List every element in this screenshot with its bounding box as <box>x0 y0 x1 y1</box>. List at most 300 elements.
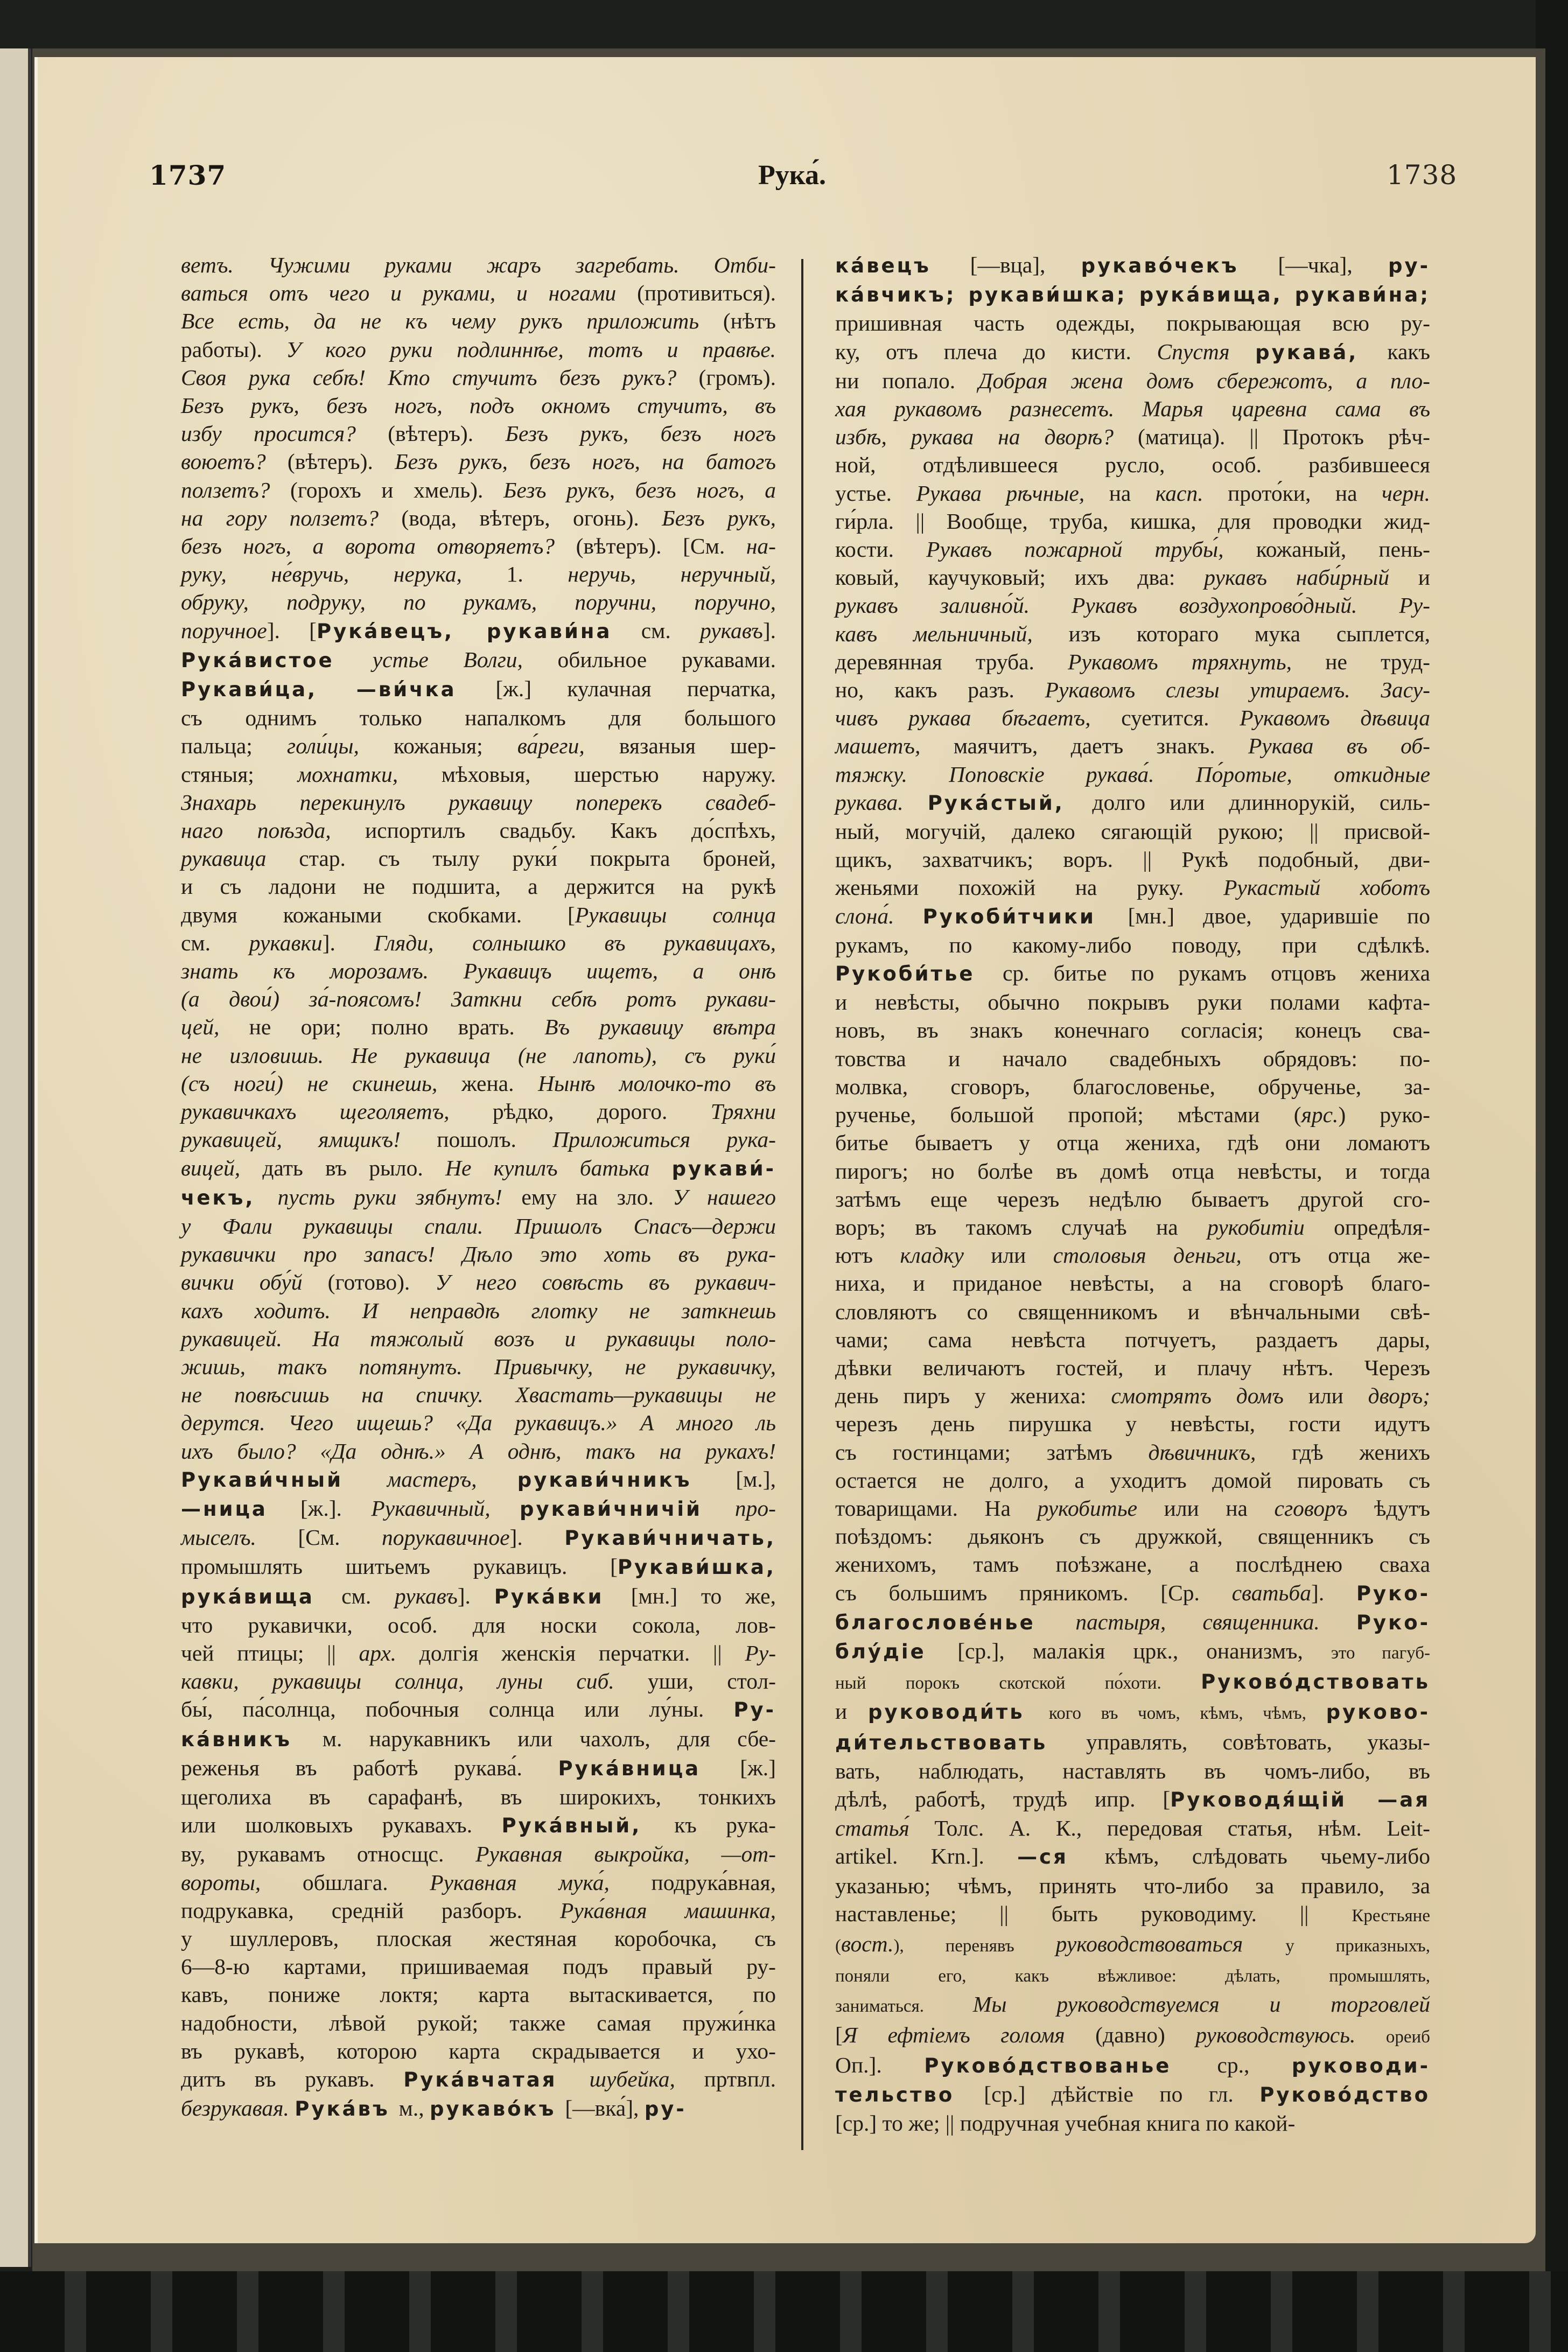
text-line <box>835 1550 1430 1578</box>
text-run: кахъ ходитъ. И неправдѣ глотку не заткнешь <box>181 1298 776 1323</box>
text-line <box>835 1466 1430 1494</box>
left-column <box>181 251 776 2123</box>
text-run: [ж.]. <box>300 1495 372 1521</box>
text-run: ковый, каучуковый; ихъ два: <box>835 565 1205 590</box>
page-header <box>38 159 1536 202</box>
text-run: ихъ было? «Да однѣ.» А однѣ, такъ на рукахъ! <box>181 1438 776 1464</box>
text-run: какъ <box>1387 339 1430 364</box>
headword: ру- <box>1388 254 1430 277</box>
text-run: словляютъ со священникомъ и вѣнчальными свѣ- <box>835 1299 1430 1324</box>
text-run: Рукавомъ тряхнуть, <box>1068 649 1326 674</box>
text-run: рукавичкахъ щеголяетъ, <box>181 1099 493 1124</box>
text-run: рукава. <box>835 789 928 815</box>
text-run: Безъ рукъ, <box>662 505 776 530</box>
text-run: ]. <box>762 618 776 643</box>
headword: Рука́вный, <box>501 1814 675 1838</box>
text-line <box>181 1667 776 1695</box>
text-line <box>181 476 776 504</box>
text-run: [мн.] то же, <box>631 1583 776 1608</box>
text-run: на гору ползетъ? <box>181 505 402 530</box>
text-run: избѣ, рукава на дворѣ? <box>835 424 1138 450</box>
headword: руково- <box>1326 1700 1430 1724</box>
text-run: указанью; чѣмъ, принять что-либо за правило, за <box>835 1873 1430 1898</box>
text-run: рукавицей, ямщикъ! <box>181 1127 437 1152</box>
text-line <box>181 732 776 760</box>
text-line <box>181 704 776 732</box>
text-run: жена. <box>461 1070 538 1096</box>
headword: чекъ, <box>181 1186 278 1209</box>
text-run: рукобитіи <box>1207 1214 1334 1240</box>
headword: ка́вникъ <box>181 1727 323 1751</box>
text-line <box>835 1101 1430 1129</box>
text-run: рукавъ заливно́й. Рукавъ воздухопрово́дный. Ру- <box>835 593 1430 618</box>
text-run: чей птицы; || <box>181 1640 359 1665</box>
text-line <box>181 560 776 588</box>
text-line <box>835 451 1430 479</box>
headword: Рука́вки <box>494 1585 631 1608</box>
text-line <box>181 1754 776 1783</box>
text-run: Рука́вная машинка, <box>560 1898 776 1923</box>
text-run: пирогъ; но болѣе въ домѣ отца невѣсты, и тогда <box>835 1158 1430 1184</box>
text-line <box>181 1494 776 1523</box>
text-run: женихомъ, тамъ поѣзжане, а послѣднею сваха <box>835 1552 1430 1577</box>
headword: Ру- <box>733 1698 776 1722</box>
text-run: руководствоваться <box>1055 1931 1286 1956</box>
text-run: сватьба <box>1231 1580 1311 1605</box>
text-line <box>835 1129 1430 1157</box>
text-run: чами; сама невѣста потчуетъ, раздаетъ дары, <box>835 1327 1430 1352</box>
text-run: ср., <box>1217 2052 1292 2077</box>
headword: Рука́въ <box>295 2097 399 2121</box>
text-run: у приказныхъ, <box>1285 1936 1430 1956</box>
headword: Рукави́ца, —ви́чка <box>181 678 496 702</box>
text-run: съ большимъ пряникомъ. [Ср. <box>835 1580 1232 1605</box>
text-run: день пиръ у жениха: <box>835 1383 1111 1409</box>
text-run: Спустя <box>1157 339 1256 364</box>
text-run: Безъ рукъ, безъ ногъ, подъ окномъ стучитъ, въ <box>181 393 776 418</box>
text-run: обильное рукавами. <box>557 647 776 672</box>
text-run: У нашего <box>673 1184 776 1209</box>
text-line <box>181 1952 776 1980</box>
text-run: затѣмъ еще черезъ недѣлю бываетъ другой сго- <box>835 1186 1430 1212</box>
text-run: Ру- <box>745 1640 776 1665</box>
text-run: шубейка, <box>589 2067 704 2091</box>
text-run: съ однимъ только напалкомъ для большого <box>181 705 776 731</box>
text-run: голи́цы, <box>286 733 394 759</box>
text-line <box>181 1695 776 1724</box>
text-run: безъ ногъ, а ворота отворяетъ? <box>181 534 576 559</box>
text-run: черн. <box>1382 480 1430 506</box>
text-run: ]. <box>322 930 374 955</box>
text-line <box>181 1381 776 1409</box>
text-run: Рукавичный, <box>371 1495 520 1521</box>
text-run: поняли его, какъ вѣжливое: дѣлать, промышлять, <box>835 1966 1430 1986</box>
text-run: прото́ки, на <box>1228 480 1382 506</box>
text-line <box>835 1579 1430 1608</box>
text-run: ветъ. Чужими руками жаръ загребать. Отби- <box>181 253 776 277</box>
text-run: смотрятъ домъ <box>1111 1383 1308 1409</box>
text-run: отъ отца же- <box>1269 1243 1430 1268</box>
headword: рукави́чникъ <box>517 1468 736 1492</box>
text-run: У него совѣсть въ рукавич- <box>435 1270 776 1295</box>
text-line <box>835 1354 1430 1382</box>
text-run: мохнатки, <box>297 761 442 787</box>
text-run: женьями похожій на руку. <box>835 875 1224 900</box>
text-run: не труд- <box>1325 649 1431 674</box>
text-run: управлять, совѣтовать, указы- <box>1086 1729 1430 1754</box>
text-line <box>181 588 776 616</box>
text-run: [См. <box>298 1525 382 1550</box>
text-run: касп. <box>1155 480 1228 506</box>
text-run: дворъ; <box>1368 1383 1430 1409</box>
text-run: (матица). || Протокъ рѣч- <box>1138 424 1430 450</box>
text-line <box>181 872 776 900</box>
text-line <box>181 1437 776 1465</box>
text-line <box>835 1241 1430 1269</box>
text-line <box>835 648 1430 676</box>
text-run: [ср.], малакія црк., онанизмъ, <box>957 1638 1331 1663</box>
text-run: и <box>1418 565 1430 590</box>
text-run: (вода, вѣтеръ, огонь). <box>401 505 662 530</box>
text-run: наставленье; || быть руководиму. || <box>835 1901 1352 1926</box>
text-run: Рукава въ об- <box>1248 733 1430 759</box>
text-line <box>835 817 1430 845</box>
text-run: къ рука- <box>674 1812 776 1838</box>
text-line <box>835 338 1430 367</box>
text-run: щеголиха въ сарафанѣ, въ широкихъ, тонкихъ <box>181 1784 776 1809</box>
text-run: не ори; полно врать. <box>249 1014 545 1040</box>
headword: Рука́стый, <box>927 791 1093 815</box>
text-run: заниматься. <box>835 1997 973 2017</box>
text-run: руку, не́вручь, нерука, <box>181 562 507 587</box>
text-run: опредѣля- <box>1334 1214 1431 1240</box>
text-line <box>835 1073 1430 1101</box>
text-run: пусть руки зябнутъ! <box>277 1184 522 1209</box>
text-run: ср. битье по рукамъ отцовъ жениха <box>1003 961 1430 986</box>
text-line <box>835 1410 1430 1438</box>
text-run: безрукавая. <box>181 2096 295 2121</box>
text-line <box>181 760 776 788</box>
text-run: но, какъ разъ. <box>835 677 1045 703</box>
text-line <box>835 1842 1430 1871</box>
text-line <box>181 419 776 447</box>
text-run: ярс. <box>1301 1102 1339 1128</box>
text-line <box>835 959 1430 988</box>
text-run: черезъ день пирушка у невѣсты, гости идутъ <box>835 1411 1430 1437</box>
headword: Рукоби́тье <box>835 962 1003 986</box>
text-line <box>181 1240 776 1268</box>
text-line <box>835 1667 1430 1697</box>
text-run: не изловишь. Не рукавица (не лапоть), съ руки́ <box>181 1042 776 1068</box>
text-run: бы́, па́солнца, побочныя солнца или лу́ны. <box>181 1697 734 1722</box>
headword: Руко- <box>1356 1611 1430 1634</box>
text-line <box>181 1582 776 1611</box>
text-run: (вѣтеръ). <box>388 421 506 446</box>
text-run: ѣдутъ <box>1374 1495 1430 1521</box>
text-run: ку, отъ плеча до кисти. <box>835 339 1157 364</box>
text-run: рукавица <box>181 846 299 871</box>
text-line <box>835 1785 1430 1814</box>
text-run: [ж.] кулачная перчатка, <box>495 676 776 702</box>
text-line <box>181 929 776 957</box>
text-run: устье. <box>835 480 916 506</box>
text-line <box>181 1896 776 1924</box>
text-line <box>835 1757 1430 1785</box>
text-line <box>181 2009 776 2037</box>
text-line <box>835 2080 1430 2109</box>
text-line <box>835 2051 1430 2080</box>
headword: тельство <box>835 2083 984 2106</box>
text-run: Приложиться рука- <box>552 1127 776 1152</box>
text-line <box>835 2021 1430 2051</box>
text-line <box>181 447 776 475</box>
headword: Рука́вистое <box>181 648 373 672</box>
text-line <box>835 1608 1430 1637</box>
text-line <box>835 676 1430 704</box>
text-line <box>181 675 776 704</box>
text-line <box>835 1960 1430 1990</box>
headword: рукава́, <box>1255 340 1388 364</box>
text-line <box>181 1868 776 1896</box>
text-run: дѣвки величаютъ гостей, и плачу нѣтъ. Черезъ <box>835 1355 1430 1380</box>
text-run: [ж.] <box>740 1755 776 1780</box>
text-run: ]. <box>1311 1580 1356 1605</box>
previous-page-edge <box>0 48 31 2267</box>
text-line <box>181 1924 776 1952</box>
text-run: Рукава рѣчные, <box>916 480 1109 506</box>
text-run: пртвпл. <box>704 2067 776 2091</box>
text-line <box>835 367 1430 395</box>
text-run: мѣховыя, шерстью наружу. <box>441 761 776 787</box>
text-line <box>181 1840 776 1868</box>
text-run: Безъ рукъ, безъ ногъ, а <box>503 477 776 502</box>
text-run: кожаный, пень- <box>1256 537 1430 562</box>
text-run: или <box>1308 1383 1368 1409</box>
text-run: [ <box>835 2022 843 2047</box>
text-line <box>181 844 776 872</box>
text-run: и съ ладони не подшита, а держится на рукѣ <box>181 874 776 899</box>
text-run: (готово). <box>327 1270 436 1295</box>
text-run: дѣлѣ, работѣ, трудѣ ипр. [ <box>835 1786 1171 1811</box>
text-line <box>181 617 776 646</box>
text-run: Въ рукавицу вѣтра <box>544 1014 776 1040</box>
headword: руководи́ть <box>868 1700 1049 1724</box>
text-run: на <box>1109 480 1156 506</box>
text-run: 6—8-ю картами, пришиваемая подъ правый ру- <box>181 1954 776 1979</box>
text-run: или <box>991 1243 1053 1268</box>
text-run: кавъ мельничный, <box>835 621 1069 646</box>
text-line <box>835 1930 1430 1960</box>
right-column <box>835 251 1430 2137</box>
text-line <box>181 1783 776 1811</box>
headword: —ся <box>1017 1845 1105 1869</box>
text-line <box>181 1069 776 1097</box>
text-run: мыселъ. <box>181 1525 298 1550</box>
text-line <box>181 1409 776 1437</box>
text-run: кожаныя; <box>394 733 517 759</box>
text-run: (горохъ и хмель). <box>290 477 503 502</box>
text-line <box>835 1185 1430 1213</box>
text-run: неручь, неручный, <box>568 562 776 587</box>
text-run: воръ; въ такомъ случаѣ на <box>835 1214 1208 1240</box>
text-run: ), перенявъ <box>893 1936 1056 1956</box>
column-divider <box>801 259 803 2150</box>
text-run: ву, рукавамъ относщс. <box>181 1842 476 1867</box>
text-run: столовыя деньги, <box>1053 1243 1269 1268</box>
text-line <box>835 1382 1430 1410</box>
headword: Рукави́чный <box>181 1468 387 1492</box>
text-line <box>835 760 1430 788</box>
text-run: работы). <box>181 337 286 362</box>
text-run: уши, стол- <box>647 1669 776 1694</box>
text-run: Знахарь перекинулъ рукавицу поперекъ свадеб- <box>181 789 776 815</box>
running-head: Рука́. <box>758 160 826 191</box>
text-line <box>181 1297 776 1325</box>
headword: Рука́вчатая <box>403 2068 590 2091</box>
text-run: (громъ). <box>698 365 776 390</box>
text-line <box>835 1269 1430 1297</box>
text-line <box>181 1154 776 1183</box>
text-run: дать въ рыло. <box>262 1155 445 1180</box>
text-run: ни попало. <box>835 368 979 393</box>
text-run: вицей, <box>181 1155 263 1180</box>
headword: ру- <box>644 2097 687 2121</box>
text-run: [м.], <box>736 1466 776 1492</box>
text-run: рукавъ <box>394 1583 458 1608</box>
text-run: рукавъ <box>700 618 763 643</box>
text-run: (съ ноги́) не скинешь, <box>181 1070 461 1096</box>
text-run: Рукавомъ слезы утираемъ. Засу- <box>1045 677 1430 703</box>
text-run: рукамъ, по какому-либо поводу, при сдѣлкѣ. <box>835 932 1430 957</box>
text-line <box>835 873 1430 901</box>
text-line <box>835 1990 1430 2020</box>
text-run: 1. <box>506 562 568 587</box>
text-line <box>835 1157 1430 1185</box>
text-line <box>835 988 1430 1016</box>
text-run: у шуллеровъ, плоская жестяная коробочка, съ <box>181 1926 776 1951</box>
text-line <box>181 1611 776 1639</box>
text-run: товарищами. На <box>835 1495 1038 1521</box>
text-run: съ гостинцами; затѣмъ <box>835 1439 1149 1465</box>
headword: Руково́дство <box>1259 2083 1430 2106</box>
text-line <box>181 957 776 985</box>
text-line <box>835 931 1430 959</box>
text-line <box>835 507 1430 535</box>
headword: рукаво́къ <box>430 2097 565 2121</box>
text-run: маячитъ, даетъ знакъ. <box>953 733 1248 759</box>
text-run: ]. [ <box>267 618 317 643</box>
text-line <box>835 2109 1430 2137</box>
text-run: Своя рука себѣ! Кто стучитъ безъ рукъ? <box>181 365 699 390</box>
text-line <box>181 363 776 391</box>
text-line <box>181 1183 776 1212</box>
text-run: artikel. Krn.]. <box>835 1844 1018 1869</box>
text-run: (нѣтъ <box>723 309 776 334</box>
text-line <box>835 1045 1430 1073</box>
text-line <box>835 732 1430 760</box>
text-line <box>835 563 1430 591</box>
text-line <box>835 1872 1430 1900</box>
text-run: см. <box>181 930 249 955</box>
text-run: жишь, такъ потянутъ. Привычку, не рукавичку, <box>181 1354 776 1379</box>
text-line <box>181 1552 776 1581</box>
headword: ди́тельствовать <box>835 1731 1086 1754</box>
text-line <box>835 902 1430 931</box>
text-run: вязаныя шер- <box>619 733 776 759</box>
text-run: Рукастый хоботъ <box>1223 875 1430 900</box>
text-run: Нынѣ молочко-то въ <box>538 1070 776 1096</box>
text-line <box>835 620 1430 648</box>
headword: Руково́дствованье <box>924 2054 1217 2077</box>
headword: Руководя́щій —ая <box>1170 1788 1430 1811</box>
text-run: мастеръ, <box>387 1466 517 1492</box>
text-run: Мы руководствуемся и торговлей <box>972 1992 1430 2017</box>
text-run: Все есть, да не къ чему рукъ приложить <box>181 309 723 334</box>
text-run: щикъ, захватчикъ; воръ. || Рукѣ подобный, дви- <box>835 847 1430 872</box>
page-number-right: 1738 <box>1387 159 1458 191</box>
text-run: цей, <box>181 1014 249 1040</box>
headword: —ница <box>181 1497 300 1521</box>
text-line <box>181 504 776 532</box>
text-run: въ рукавѣ, которою карта скрадывается и ухо- <box>181 2038 776 2063</box>
text-run: статья́ <box>835 1816 935 1841</box>
headword: рука́вища <box>181 1585 342 1608</box>
text-run: порукавичное <box>381 1525 510 1550</box>
text-run: ]. <box>509 1525 565 1550</box>
text-run: пришивная часть одежды, покрывающая всю ру- <box>835 311 1430 336</box>
text-run: Рукавъ пожарной трубы́, <box>926 537 1256 562</box>
text-run: Я ефтіемъ голомя <box>842 2022 1096 2047</box>
text-line <box>835 1016 1430 1044</box>
text-run: ( <box>835 1936 841 1956</box>
text-line <box>835 423 1430 451</box>
text-run: рукавки <box>249 930 323 955</box>
text-run: знать къ морозамъ. Рукавицъ ищетъ, а онѣ <box>181 958 776 984</box>
text-line <box>181 1639 776 1667</box>
text-line <box>835 1728 1430 1757</box>
text-line <box>835 1637 1430 1667</box>
text-run: рукавички про запасъ! Дѣло это хоть въ рука- <box>181 1242 776 1267</box>
dictionary-page <box>34 57 1536 2243</box>
text-run: [ср.] дѣйствіе по гл. <box>984 2082 1260 2106</box>
text-run: ной, отдѣлившееся русло, особ. разбившееся <box>835 452 1430 478</box>
text-run: ваться отъ чего и руками, и ногами <box>181 281 638 306</box>
text-run: дитъ въ рукавъ. <box>181 2067 404 2091</box>
text-run: [—вка́], <box>565 2096 645 2121</box>
text-run: стяныя; <box>181 761 298 787</box>
text-line <box>181 1268 776 1296</box>
text-run: (давно) <box>1095 2022 1196 2047</box>
text-run: подрукавка, средній разборъ. <box>181 1898 560 1923</box>
text-line <box>181 1013 776 1041</box>
text-run: тяжку. Поповскіе рукава́. По́ротые, откидные <box>835 761 1430 787</box>
text-run: У кого руки подлиннѣе, тотъ и правѣе. <box>286 337 776 362</box>
text-run: ползетъ? <box>181 477 290 502</box>
text-run: вост. <box>841 1931 894 1956</box>
text-line <box>835 1438 1430 1466</box>
text-run: арх. <box>359 1640 419 1665</box>
text-run: Гляди, солнышко въ рукавицахъ, <box>374 930 776 955</box>
headword: рукави́чничій <box>520 1497 735 1521</box>
text-line <box>835 1494 1430 1522</box>
text-run: [—чка], <box>1278 253 1389 277</box>
text-run: чивъ рукава бѣгаетъ, <box>835 705 1122 731</box>
text-line <box>835 591 1430 619</box>
text-run: обшлага. <box>302 1870 430 1895</box>
text-run: надобности, лѣвой рукой; также самая пружи́нка <box>181 2010 776 2035</box>
text-line <box>181 1212 776 1240</box>
text-run: Рукавомъ дѣвица <box>1240 705 1430 731</box>
